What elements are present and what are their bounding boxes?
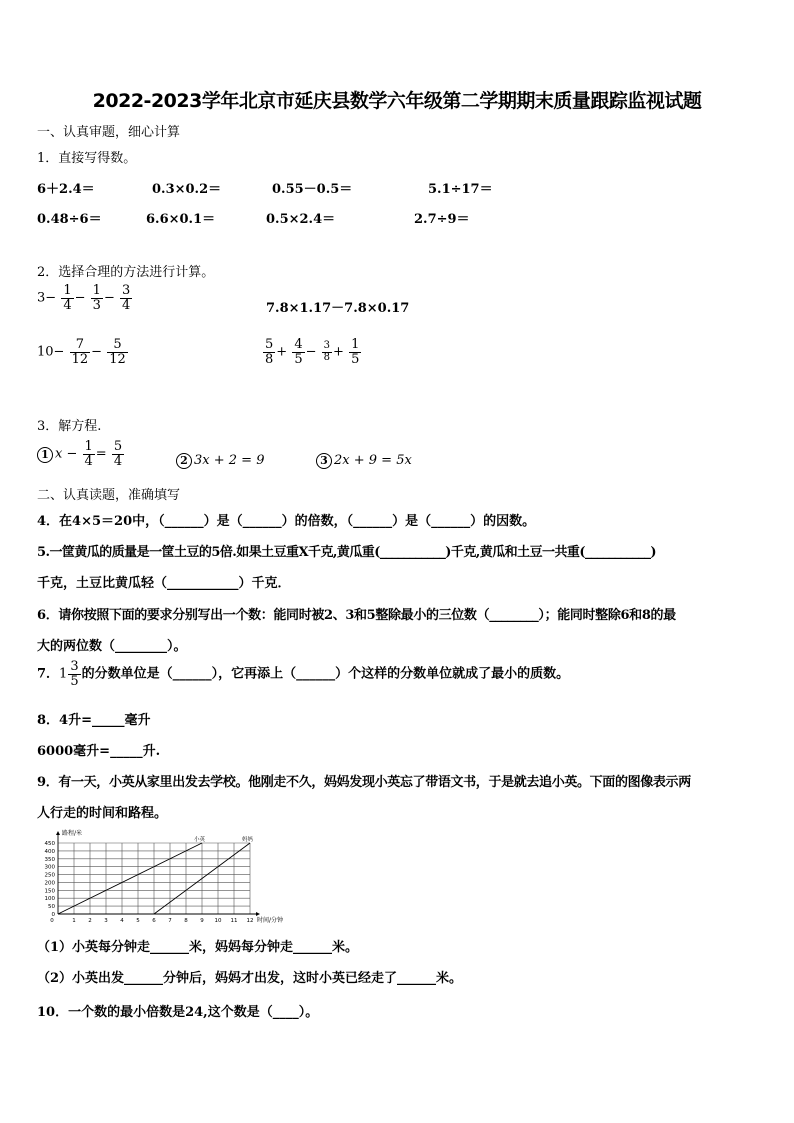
q5-line-2: 千克，土豆比黄瓜轻（___________）千克． [37,576,291,591]
q2-prompt: 2．选择合理的方法进行计算。 [37,265,215,280]
y-tick-label: 100 [44,896,55,903]
frac-den: 4 [63,297,72,313]
q7-text [37,660,569,688]
q2-e4-frac-1 [263,338,275,366]
q2-e1-frac-3 [120,284,132,312]
x-tick-label: 10 [214,918,222,924]
frac-num: 3 [121,283,131,298]
y-axis-arrow [56,831,60,835]
frac-den: 4 [84,453,93,469]
q4-text: 4．在4×5＝20中，（______）是（______）的倍数，（______）是（______）的因数。 [37,514,536,529]
frac-den: 12 [71,351,89,367]
frac-num: 7 [70,338,91,353]
y-tick-label: 300 [44,864,55,871]
series-label: 妈妈 [242,837,254,843]
circled-number-2: 2 [176,453,192,469]
q1-r2-c3: 0.5×2.4＝ [266,212,336,227]
q1-r1-c3: 0.55－0.5＝ [272,182,353,197]
q2-e3-minus-1: − [53,344,65,360]
q7-mixed-whole: 1 [59,666,68,682]
distance-time-chart [36,826,284,932]
q2-e3-lead: 10 [37,344,54,360]
frac-den: 3 [92,297,101,313]
frac-den: 12 [109,351,126,367]
frac-den: 5 [294,351,303,367]
q3-eq-1 [37,440,125,468]
frac-num: 3 [70,659,79,674]
chart-grid [58,843,250,914]
section-2-heading: 二、认真读题，准确填写 [37,488,181,503]
chart-y-label: 路程/米 [62,830,83,837]
x-tick-label: 12 [246,918,254,924]
y-tick-label: 50 [48,904,55,911]
q3-eq1-pre: x − [55,446,78,462]
q10-text: 10．一个数的最小倍数是24,这个数是（____）。 [37,1005,319,1020]
q6-line-2: 大的两位数（________）。 [37,639,187,654]
frac-den: 8 [323,351,331,363]
frac-num: 4 [294,337,303,352]
q2-e1-minus-2: − [74,290,86,306]
chart-y-ticks [45,841,56,918]
q2-e1-frac-2 [91,284,103,312]
q1-r1-c2: 0.3×0.2＝ [152,182,222,197]
q3-prompt: 3．解方程. [37,419,102,434]
q2-e3-minus-2: − [91,344,103,360]
q2-e4-frac-4 [349,338,361,366]
frac-num: 3 [323,340,331,352]
q2-e4-frac-2 [292,338,304,366]
q1-r2-c2: 6.6×0.1＝ [146,212,216,227]
q6-line-1: 6．请你按照下面的要求分别写出一个数：能同时被2、3和5整除最小的三位数（________）；能同时整除6和8的最 [37,608,676,623]
x-tick-label: 9 [200,918,204,924]
q1-r1-c1: 6＋2.4＝ [37,182,95,197]
q3-eq1-frac [83,440,95,468]
q7-fraction [68,660,80,688]
frac-den: 8 [265,351,274,367]
y-tick-label: 150 [44,888,55,895]
y-tick-label: 250 [44,872,55,879]
q2-e1-lead: 3 [37,290,46,306]
frac-num: 1 [63,283,72,298]
q1-r2-c1: 0.48÷6＝ [37,212,102,227]
y-tick-label: 0 [51,912,55,918]
y-tick-label: 400 [44,848,55,855]
x-tick-label: 5 [136,918,140,924]
q2-expr-1 [37,284,133,312]
circled-number-1: 1 [37,447,53,463]
q2-e3-frac-1 [70,338,91,366]
x-tick-label: 6 [152,918,156,924]
frac-den: 5 [351,351,360,367]
q2-e1-frac-1 [61,284,73,312]
q2-e1-minus-3: − [103,290,115,306]
q8-line-1: 8．4升=_____毫升 [37,713,151,728]
q2-expr-3 [37,338,129,366]
q2-e4-op-2: − [305,344,317,360]
q7-rest: 的分数单位是（______），它再添上（______）个这样的分数单位就成了最小的质数。 [81,666,570,682]
section-1-heading: 一、认真审题，细心计算 [37,125,181,140]
frac-den: 4 [121,297,131,313]
x-tick-label: 1 [72,918,76,924]
x-tick-label: 4 [120,918,124,924]
frac-den: 4 [113,453,123,469]
q3-eq2-text: 3x + 2 = 9 [194,453,265,468]
q9-sub-2: （2）小英出发______分钟后，妈妈才出发，这时小英已经走了______米。 [37,971,463,986]
q9-sub-1: （1）小英每分钟走______米，妈妈每分钟走______米。 [37,940,359,955]
frac-den: 5 [70,673,79,689]
q2-e4-frac-3 [322,341,332,363]
q8-line-2: 6000毫升=_____升. [37,744,161,759]
q5-line-1: 5.一筐黄瓜的质量是一筐土豆的5倍.如果土豆重X千克,黄瓜重(___________)千克,黄瓜和土豆一共重(___________) [37,545,657,560]
y-tick-label: 450 [44,841,55,847]
q3-eq1-rhs [112,440,124,468]
y-tick-label: 200 [44,880,55,887]
circled-number-3: 3 [316,453,332,469]
q3-eq-3 [316,453,412,469]
frac-num: 5 [107,338,128,353]
frac-num: 1 [351,337,360,352]
q2-e1-minus-1: − [45,290,57,306]
frac-num: 5 [265,337,274,352]
page-title: 2022-2023学年北京市延庆县数学六年级第二学期期末质量跟踪监视试题 [92,90,702,112]
x-tick-label: 3 [104,918,108,924]
x-tick-label: 8 [184,918,188,924]
series-label: 小英 [194,837,206,843]
chart-axes [56,831,260,916]
frac-num: 5 [113,439,123,454]
q1-prompt: 1．直接写得数。 [37,151,137,166]
x-tick-label: 0 [50,918,54,924]
frac-num: 1 [92,283,101,298]
q1-r2-c4: 2.7÷9＝ [414,212,470,227]
q7-prefix: 7． [37,666,60,682]
x-tick-label: 2 [88,918,92,924]
x-tick-label: 7 [168,918,172,924]
q9-line-1: 9．有一天，小英从家里出发去学校。他刚走不久，妈妈发现小英忘了带语文书，于是就去追小英。下面的图像表示两 [37,775,691,790]
chart-x-label: 时间/分钟 [257,917,284,924]
q9-line-2: 人行走的时间和路程。 [37,806,168,821]
q3-eq1-equals: = [95,446,107,462]
q1-r1-c4: 5.1÷17＝ [428,182,493,197]
chart-x-ticks [50,918,253,924]
x-axis-arrow [256,912,260,916]
q2-expr-4 [262,338,362,366]
q2-e3-frac-2 [107,338,128,366]
q2-e4-op-1: + [276,344,288,360]
q2-expr-2: 7.8×1.17－7.8×0.17 [266,301,410,316]
y-tick-label: 350 [44,856,55,863]
x-tick-label: 11 [230,918,238,924]
q3-eq3-text: 2x + 9 = 5x [334,453,412,468]
q2-e4-op-3: + [333,344,344,360]
series-line-xiaoying [58,843,202,914]
q3-eq-2 [176,453,264,469]
frac-num: 1 [84,439,93,454]
